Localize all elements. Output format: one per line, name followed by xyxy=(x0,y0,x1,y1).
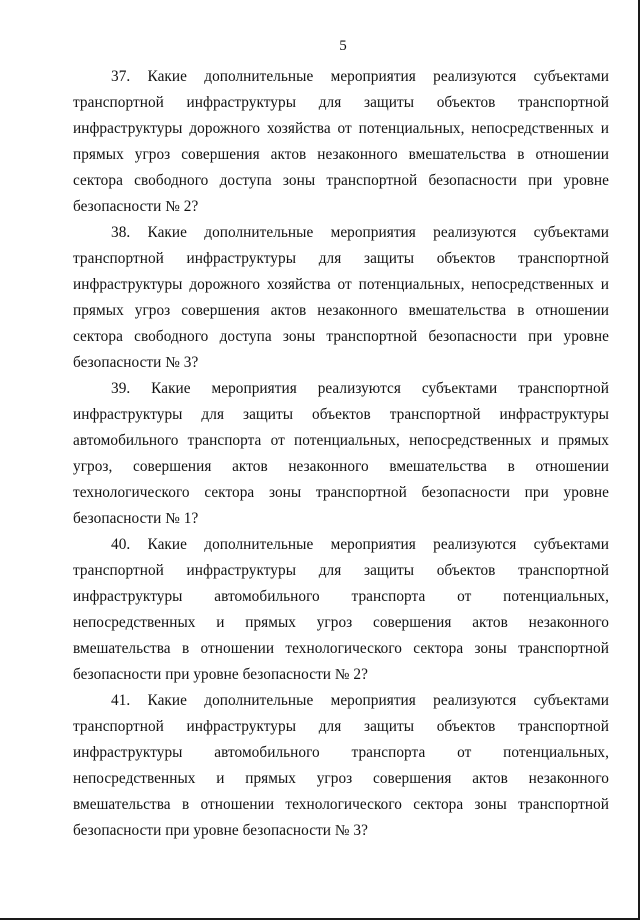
question-40: 40. Какие дополнительные мероприятия реализуются субъектами транспортной инфраструктуры для защиты объектов транспортной инфраструктуры автомобильного транспорта от потенциальных, непосредственных и прямых угроз совершения актов незаконного вмешательства в отношении технологического сектора зоны транспортной безопасности при уровне безопасности № 2? xyxy=(73,536,609,683)
document-body xyxy=(73,64,609,844)
question-41: 41. Какие дополнительные мероприятия реализуются субъектами транспортной инфраструктуры для защиты объектов транспортной инфраструктуры автомобильного транспорта от потенциальных, непосредственных и прямых угроз совершения актов незаконного вмешательства в отношении технологического сектора зоны транспортной безопасности при уровне безопасности № 3? xyxy=(73,692,609,839)
page-number: 5 xyxy=(339,38,347,54)
question-39: 39. Какие мероприятия реализуются субъектами транспортной инфраструктуры для защиты объектов транспортной инфраструктуры автомобильного транспорта от потенциальных, непосредственных и прямых угроз, совершения актов незаконного вмешательства в отношении технологического сектора зоны транспортной безопасности при уровне безопасности № 1? xyxy=(73,380,609,527)
question-37: 37. Какие дополнительные мероприятия реализуются субъектами транспортной инфраструктуры для защиты объектов транспортной инфраструктуры дорожного хозяйства от потенциальных, непосредственных и прямых угроз совершения актов незаконного вмешательства в отношении сектора свободного доступа зоны транспортной безопасности при уровне безопасности № 2? xyxy=(73,68,609,215)
question-38: 38. Какие дополнительные мероприятия реализуются субъектами транспортной инфраструктуры для защиты объектов транспортной инфраструктуры дорожного хозяйства от потенциальных, непосредственных и прямых угроз совершения актов незаконного вмешательства в отношении сектора свободного доступа зоны транспортной безопасности при уровне безопасности № 3? xyxy=(73,224,609,371)
